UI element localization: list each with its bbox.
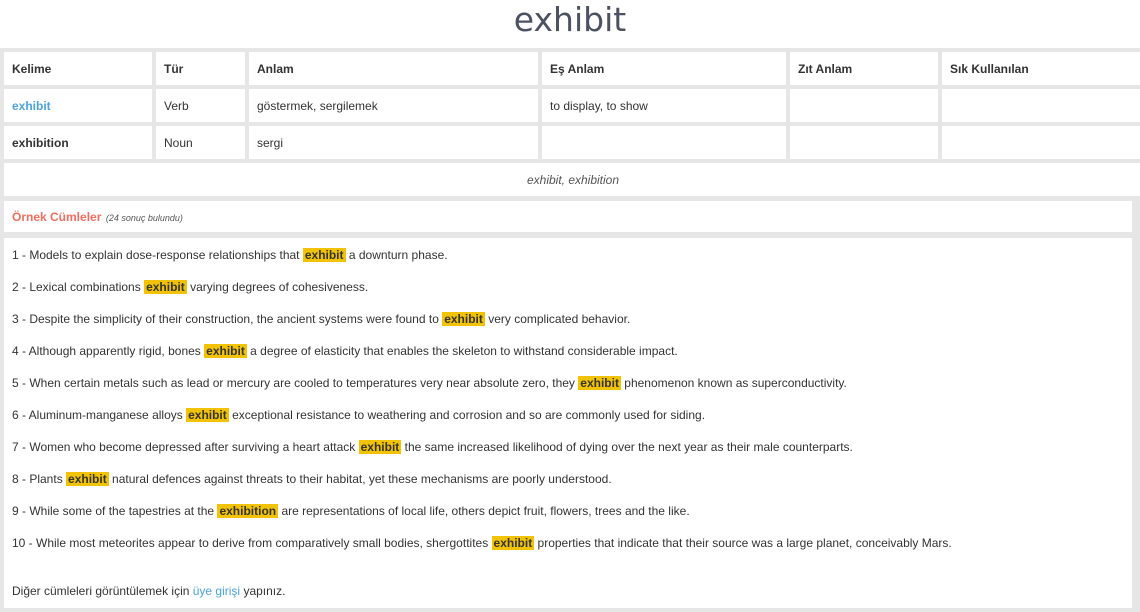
- examples-title: Örnek Cümleler: [12, 210, 102, 224]
- word-type: Noun: [156, 126, 245, 159]
- highlighted-word: exhibit: [304, 248, 344, 262]
- example-sentence: [12, 504, 1124, 536]
- sentence-text: 8 - Plants: [12, 472, 67, 486]
- table-row: [4, 126, 1140, 159]
- sentence-text: 6 - Aluminum-manganese alloys: [12, 408, 187, 422]
- login-prompt-pre: Diğer cümleleri görüntülemek için: [12, 584, 193, 598]
- example-sentence: [12, 280, 1124, 312]
- sentence-text: very complicated behavior.: [484, 312, 631, 326]
- highlighted-word: exhibit: [493, 536, 533, 550]
- header-anlam: Anlam: [249, 52, 538, 85]
- sentence-text: properties that indicate that their source was a large planet, conceivably Mars.: [534, 536, 952, 550]
- sentence-text: the same increased likelihood of dying over the next year as their male counterparts.: [401, 440, 853, 454]
- word-meaning: göstermek, sergilemek: [249, 89, 538, 122]
- highlighted-word: exhibition: [219, 504, 277, 518]
- highlighted-word: exhibit: [360, 440, 400, 454]
- example-sentence: [12, 408, 1124, 440]
- example-sentence: [12, 376, 1124, 408]
- highlighted-word: exhibit: [444, 312, 483, 326]
- sentence-text: exceptional resistance to weathering and corrosion and so are commonly used for siding.: [228, 408, 706, 422]
- sentence-text: 1 - Models to explain dose-response relationships that: [12, 248, 303, 262]
- word-antonym: [790, 89, 938, 122]
- examples-header: [4, 201, 1132, 232]
- content-area: [0, 48, 1140, 612]
- word-text: exhibition: [4, 126, 152, 159]
- login-prompt: [12, 584, 285, 598]
- sentence-text: natural defences against threats to their habitat, yet these mechanisms are poorly understood.: [108, 472, 612, 486]
- word-frequent: [942, 89, 1140, 122]
- sentence-text: phenomenon known as superconductivity.: [620, 376, 847, 390]
- example-sentence: [12, 440, 1124, 472]
- word-frequent: [942, 126, 1140, 159]
- word-type: Verb: [156, 89, 245, 122]
- example-sentence: [12, 312, 1124, 344]
- sentence-text: 5 - When certain metals such as lead or mercury are cooled to temperatures very near absolute zero, they: [12, 376, 579, 390]
- sentence-text: varying degrees of cohesiveness.: [186, 280, 369, 294]
- word-synonym: to display, to show: [542, 89, 786, 122]
- sentence-text: 10 - While most meteorites appear to derive from comparatively small bodies, shergottites: [12, 536, 492, 550]
- highlighted-word: exhibit: [580, 376, 619, 390]
- examples-list: [4, 238, 1132, 608]
- sentence-text: are representations of local life, others depict fruit, flowers, trees and the like.: [278, 504, 690, 518]
- header-zit-anlam: Zıt Anlam: [790, 52, 938, 85]
- examples-count: (24 sonuç bulundu): [105, 213, 183, 223]
- header-sik-kullanilan: Sık Kullanılan: [942, 52, 1140, 85]
- sentence-text: 2 - Lexical combinations: [12, 280, 145, 294]
- sentence-text: a degree of elasticity that enables the skeleton to withstand considerable impact.: [246, 344, 678, 358]
- example-sentence: [12, 248, 1124, 280]
- sentence-text: a downturn phase.: [345, 248, 448, 262]
- example-sentence: [12, 344, 1124, 376]
- sentence-text: 4 - Although apparently rigid, bones: [12, 344, 205, 358]
- forms-row: [4, 163, 1140, 196]
- example-sentence: [12, 536, 1124, 568]
- word-table: [0, 48, 1140, 200]
- table-row: [4, 89, 1140, 122]
- word-forms: exhibit, exhibition: [4, 163, 1140, 196]
- word-link[interactable]: exhibit: [4, 89, 152, 122]
- table-header-row: [4, 52, 1140, 85]
- sentence-text: 9 - While some of the tapestries at the: [12, 504, 218, 518]
- word-meaning: sergi: [249, 126, 538, 159]
- login-link[interactable]: üye girişi: [192, 584, 241, 598]
- header-es-anlam: Eş Anlam: [542, 52, 786, 85]
- login-prompt-post: yapınız.: [240, 584, 286, 598]
- highlighted-word: exhibit: [68, 472, 107, 486]
- sentence-text: 3 - Despite the simplicity of their construction, the ancient systems were found to: [12, 312, 443, 326]
- header-tur: Tür: [156, 52, 245, 85]
- word-synonym: [542, 126, 786, 159]
- example-sentence: [12, 472, 1124, 504]
- header-kelime: Kelime: [4, 52, 152, 85]
- sentence-text: 7 - Women who become depressed after surviving a heart attack: [12, 440, 359, 454]
- highlighted-word: exhibit: [206, 344, 245, 358]
- highlighted-word: exhibit: [146, 280, 185, 294]
- word-antonym: [790, 126, 938, 159]
- highlighted-word: exhibit: [188, 408, 227, 422]
- page-title: exhibit: [513, 0, 627, 39]
